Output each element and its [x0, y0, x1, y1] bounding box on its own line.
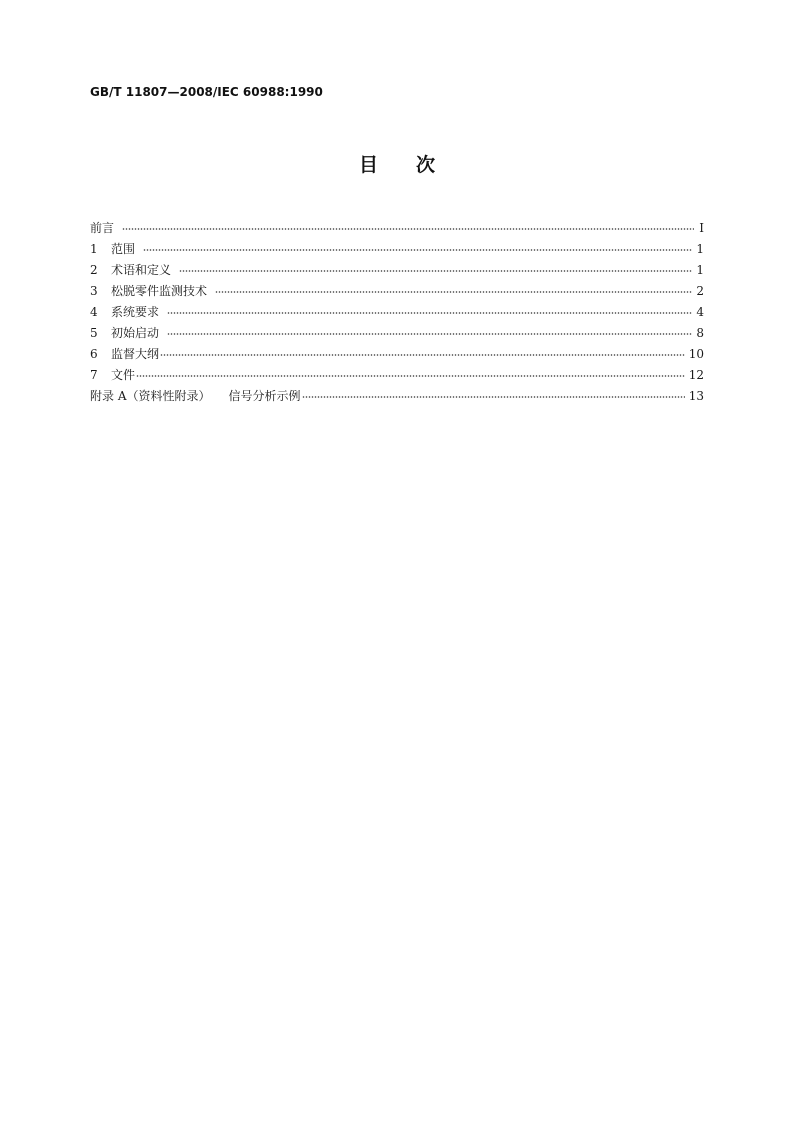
toc-entry-number: 附录 A（资料性附录）	[90, 389, 211, 403]
toc-entry-6	[90, 344, 704, 365]
dot-leader	[160, 352, 685, 358]
toc-entry-page: I	[699, 221, 704, 235]
toc-entry-page: 13	[688, 389, 704, 403]
toc-entry-page: 1	[696, 242, 704, 256]
standard-code-header: GB/T 11807—2008/IEC 60988:1990	[90, 85, 323, 99]
dot-leader	[302, 394, 685, 400]
toc-entry-title: 范围	[111, 242, 136, 256]
toc-entry-3	[90, 281, 704, 302]
dot-leader	[179, 268, 692, 274]
toc-entry-title: 前言	[90, 221, 115, 235]
dot-leader	[143, 247, 692, 253]
toc-entry-number: 1	[90, 242, 98, 256]
toc-entry-page: 2	[696, 284, 704, 298]
dot-leader	[167, 331, 692, 337]
toc-entry-annex-a	[90, 386, 704, 407]
toc-entry-page: 1	[696, 263, 704, 277]
dot-leader	[122, 226, 694, 232]
toc-entry-page: 12	[688, 368, 704, 382]
toc-entry-page: 10	[688, 347, 704, 361]
toc-entry-number: 3	[90, 284, 98, 298]
toc-entry-title: 监督大纲	[111, 347, 160, 361]
toc-entry-2	[90, 260, 704, 281]
toc-entry-number: 2	[90, 263, 98, 277]
toc-entry-number: 6	[90, 347, 98, 361]
toc-entry-1	[90, 239, 704, 260]
dot-leader	[215, 289, 692, 295]
toc-entry-number: 4	[90, 305, 98, 319]
toc-entry-title: 术语和定义	[111, 263, 172, 277]
toc-entry-page: 8	[696, 326, 704, 340]
toc-entry-preface	[90, 218, 704, 239]
toc-entry-title: 初始启动	[111, 326, 160, 340]
toc-entry-4	[90, 302, 704, 323]
toc-entry-number: 5	[90, 326, 98, 340]
toc-entry-5	[90, 323, 704, 344]
dot-leader	[136, 373, 685, 379]
page-title: 目 次	[358, 154, 435, 176]
toc-entry-title: 松脱零件监测技术	[111, 284, 208, 298]
toc-entry-page: 4	[696, 305, 704, 319]
toc-entry-number: 7	[90, 368, 98, 382]
toc-entry-title: 文件	[111, 368, 136, 382]
toc-entry-title: 信号分析示例	[228, 389, 301, 403]
dot-leader	[167, 310, 692, 316]
toc-entry-title: 系统要求	[111, 305, 160, 319]
table-of-contents	[90, 218, 704, 407]
toc-entry-7	[90, 365, 704, 386]
